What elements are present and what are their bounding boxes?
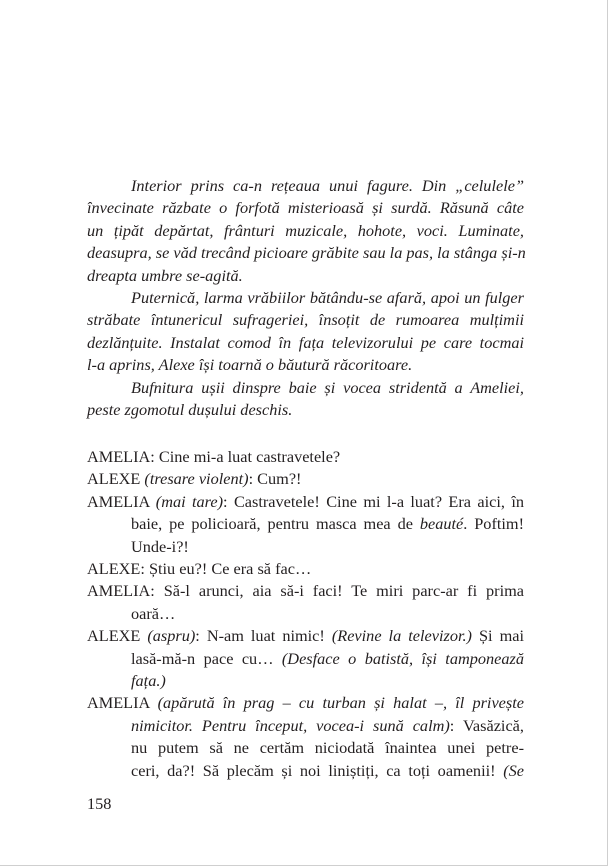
speech-text: nu putem să ne certăm niciodată înaintea unei petre- [131, 738, 524, 758]
speech-text: AMELIA: Să-l arunci, aia să-i faci! Te miri parc-ar fi prima [87, 581, 524, 601]
text-line: dezlănțuite. Instalat comod în fața televizorului pe care tocmai [87, 332, 524, 352]
text-line [87, 715, 524, 737]
text-line: Bufnitura ușii dinspre baie și vocea stridentă a Ameliei, [131, 377, 524, 397]
text-line [87, 580, 524, 602]
speech-text: ceri, da?! Să plecăm și noi liniștiți, ca toți oamenii! [131, 760, 504, 780]
speech-text: baie, pe policioară, pentru masca mea de [131, 514, 420, 534]
text-line [87, 513, 524, 535]
speech-text: Și mai [471, 626, 524, 646]
text-line [87, 760, 524, 782]
text-line: dreapta umbre se-agită. [87, 265, 243, 285]
text-line: învecinate răzbate o forfotă misterioasă și surdă. Răsună câte [87, 198, 524, 218]
text-line [87, 625, 524, 647]
dialogue-entry [87, 446, 524, 468]
speech-text: lasă-mă-n pace cu… [131, 648, 282, 668]
stage-note: (tresare violent) [144, 469, 249, 489]
stage-paragraph [87, 287, 524, 377]
text-line [87, 692, 524, 714]
speech-text: oară… [131, 603, 176, 623]
stage-note: beauté [419, 514, 464, 534]
speech-text: Unde-i?! [131, 536, 189, 556]
text-line [87, 737, 524, 759]
stage-note: nimicitor. Pentru început, vocea-i sună calm) [131, 715, 450, 735]
dialogue-entry [87, 692, 524, 782]
stage-directions [87, 175, 524, 421]
speech-text: ALEXE: Știu eu?! Ce era să fac… [87, 559, 312, 579]
speech-text: AMELIA [87, 693, 158, 713]
stage-note: fața.) [131, 671, 166, 691]
dialogue [87, 446, 524, 782]
text-line: deasupra, se văd trecând picioare grăbite sau la pas, la stânga și-n [87, 243, 526, 263]
speech-text: AMELIA [87, 491, 156, 511]
page-number: 158 [87, 794, 112, 813]
dialogue-entry [87, 558, 524, 580]
text-line: Puternică, larma vrăbiilor bătându-se afară, apoi un fulger [131, 288, 524, 308]
text-line: peste zgomotul dușului deschis. [87, 400, 293, 420]
text-line: l-a aprins, Alexe își toarnă o băutură răcoritoare. [87, 355, 413, 375]
text-line [87, 491, 524, 513]
stage-note: (Se [503, 760, 524, 780]
text-line [87, 648, 524, 670]
text-line: un țipăt depărtat, frânturi muzicale, hohote, voci. Luminate, [87, 220, 524, 240]
speech-text: ALEXE [87, 469, 145, 489]
dialogue-entry [87, 625, 524, 692]
speech-text: . Poftim! [463, 514, 524, 534]
text-line: Interior prins ca-n rețeaua unui fagure. Din „celulele” [131, 176, 524, 195]
text-line [87, 468, 524, 490]
speech-text: : N-am luat nimic! [195, 626, 332, 646]
text-line [87, 536, 524, 558]
speech-text: ALEXE [87, 626, 148, 646]
stage-note: (Desface o batistă, își tamponează [281, 648, 524, 668]
speech-text: : Cum?! [248, 469, 302, 489]
stage-paragraph [87, 175, 524, 287]
stage-paragraph [87, 377, 524, 422]
text-line [87, 446, 524, 468]
speech-text: : Vasăzică, [449, 715, 524, 735]
text-line [87, 670, 524, 692]
stage-note: (Revine la televizor.) [331, 626, 472, 646]
stage-note: (aspru) [147, 626, 196, 646]
dialogue-entry [87, 468, 524, 490]
stage-note: (mai tare) [155, 491, 224, 511]
text-line [87, 558, 524, 580]
dialogue-entry [87, 580, 524, 625]
text-line: străbate întunericul sufrageriei, însoțit de rumoarea mulțimii [87, 310, 524, 330]
dialogue-entry [87, 491, 524, 558]
stage-note: (apărută în prag – cu turban și halat –, îl privește [157, 693, 524, 713]
speech-text: : Castravetele! Cine mi l-a luat? Era aici, în [223, 491, 524, 511]
speech-text: AMELIA: Cine mi-a luat castravetele? [87, 447, 341, 466]
text-line [87, 603, 524, 625]
